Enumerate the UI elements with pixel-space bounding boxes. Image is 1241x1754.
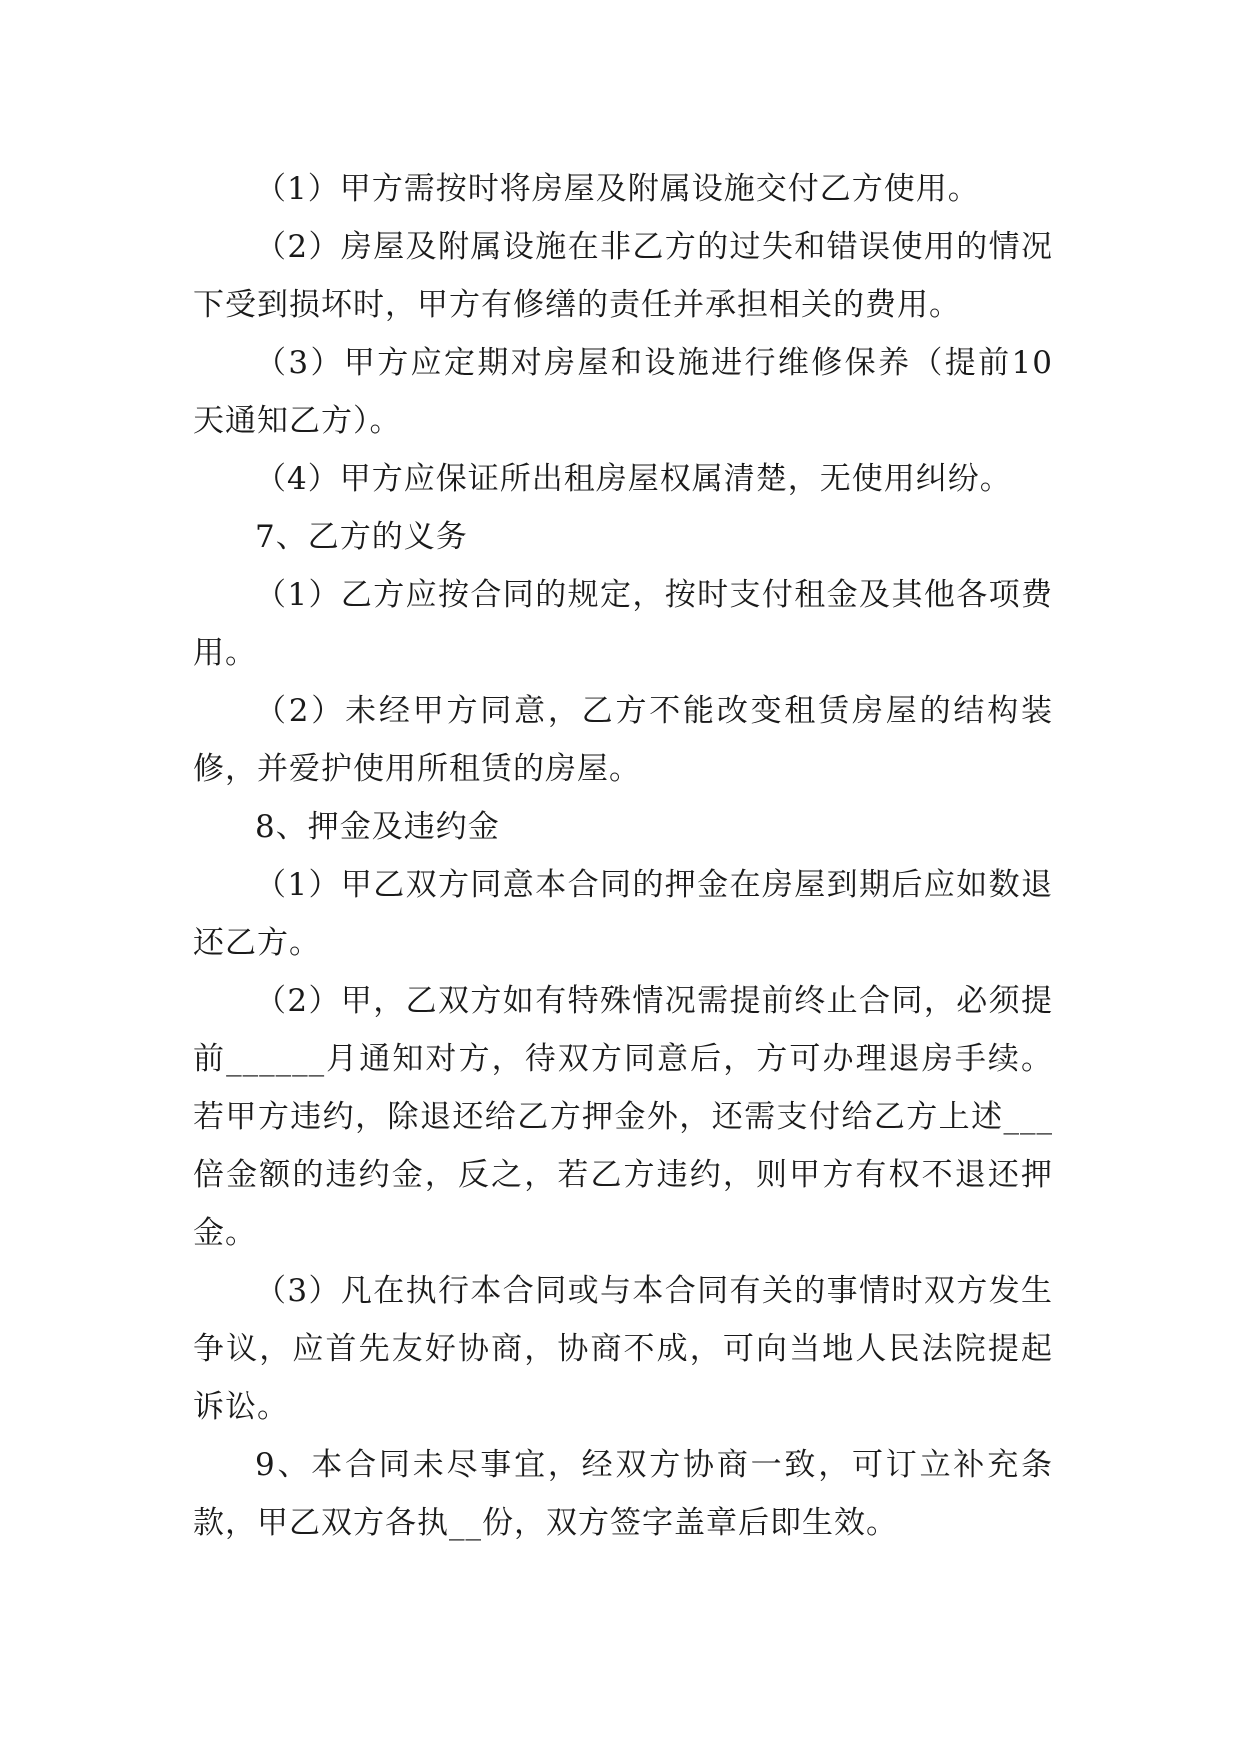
clause-6-4: （4）甲方应保证所出租房屋权属清楚，无使用纠纷。	[255, 461, 1012, 497]
clause-8-2: （2）甲，乙双方如有特殊情况需提前终止合同，必须提前______月通知对方，待双方同意后，方可办理退房手续。若甲方违约，除退还给乙方押金外，还需支付给乙方上述___倍金额的违约金，反之，若乙方违约，则甲方有权不退还押金。	[193, 983, 1053, 1251]
clause-7-2: （2）未经甲方同意，乙方不能改变租赁房屋的结构装修，并爱护使用所租赁的房屋。	[193, 693, 1053, 787]
clause-6-2: （2）房屋及附属设施在非乙方的过失和错误使用的情况下受到损坏时，甲方有修缮的责任并承担相关的费用。	[193, 229, 1053, 323]
clause-8-1: （1）甲乙双方同意本合同的押金在房屋到期后应如数退还乙方。	[193, 867, 1053, 961]
clause-6-3: （3）甲方应定期对房屋和设施进行维修保养（提前10天通知乙方）。	[193, 345, 1053, 439]
clause-7-1: （1）乙方应按合同的规定，按时支付租金及其他各项费用。	[193, 577, 1053, 671]
section-8-heading: 8、押金及违约金	[255, 809, 500, 845]
section-9-clause: 9、本合同未尽事宜，经双方协商一致，可订立补充条款，甲乙双方各执__份，双方签字盖章后即生效。	[193, 1447, 1053, 1541]
clause-6-1: （1）甲方需按时将房屋及附属设施交付乙方使用。	[255, 171, 980, 207]
clause-8-3: （3）凡在执行本合同或与本合同有关的事情时双方发生争议，应首先友好协商，协商不成，可向当地人民法院提起诉讼。	[193, 1273, 1053, 1425]
contract-body	[193, 160, 1053, 1552]
section-7-heading: 7、乙方的义务	[255, 519, 468, 555]
